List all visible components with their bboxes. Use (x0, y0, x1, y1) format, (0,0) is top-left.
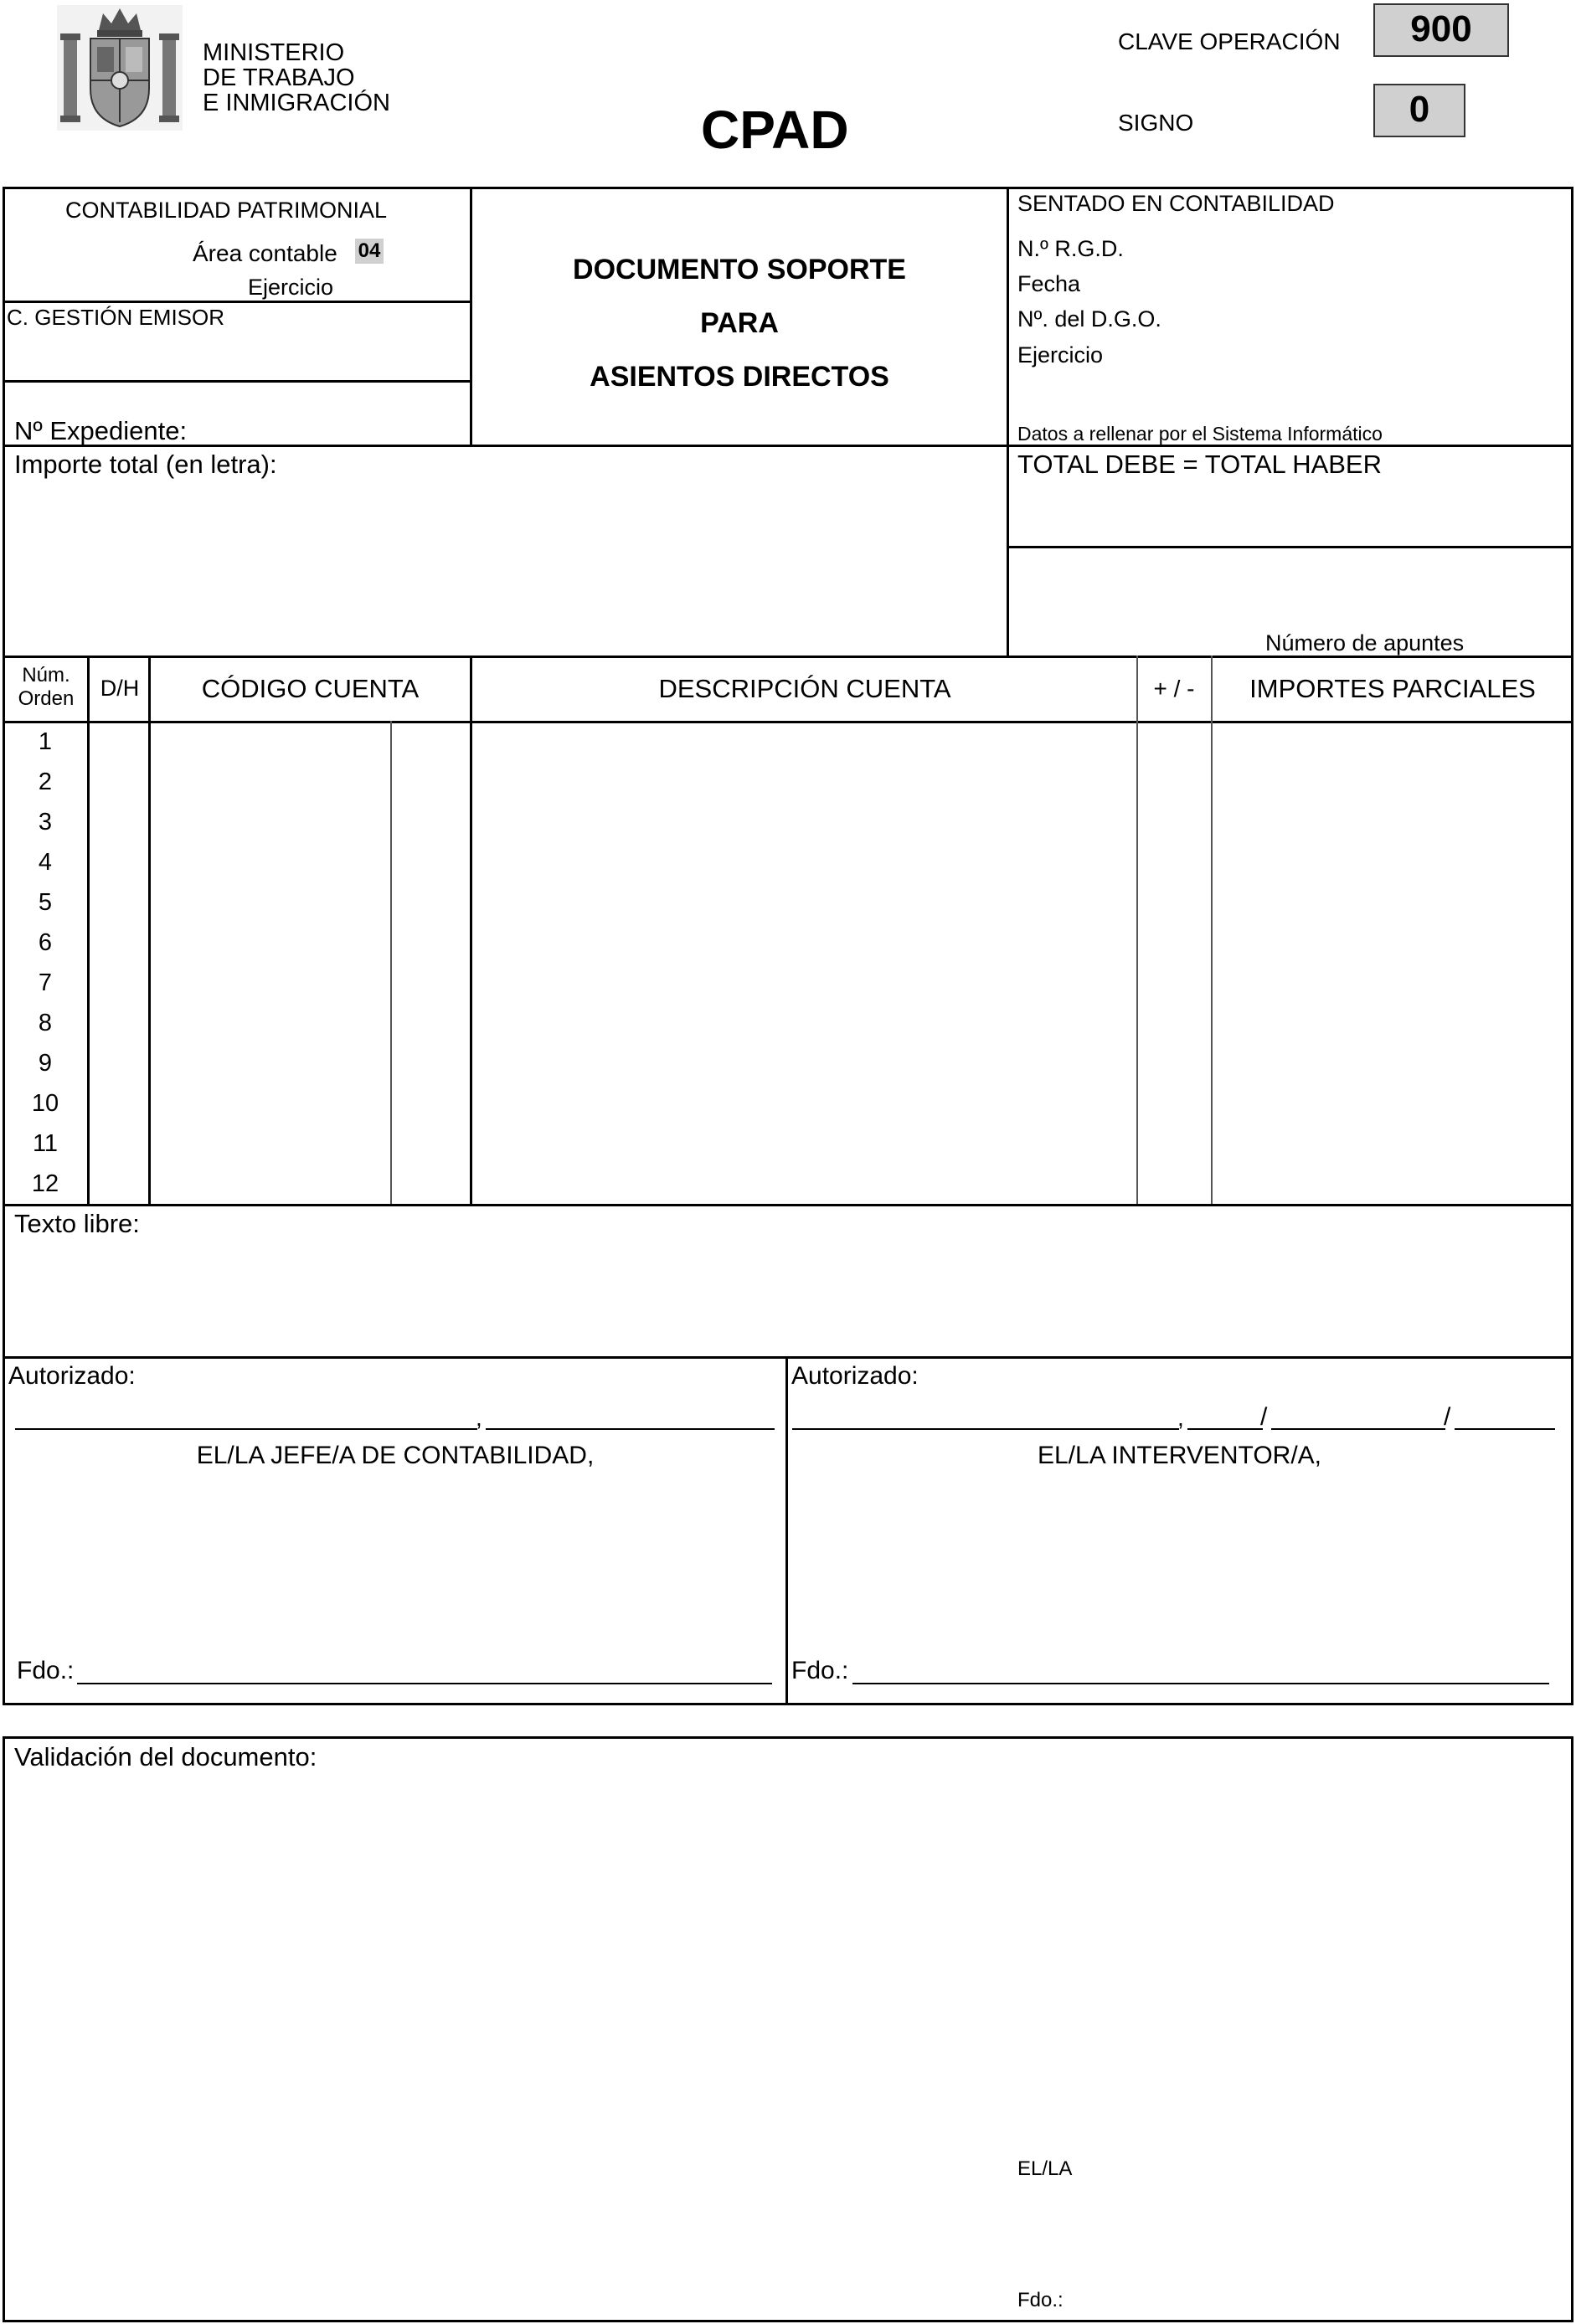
right-fdo-line (852, 1683, 1549, 1684)
row-number: 3 (38, 809, 53, 836)
signo-label: SIGNO (1118, 110, 1194, 136)
col-line-codigo-split (390, 721, 392, 1206)
right-ejercicio-label: Ejercicio (1017, 342, 1104, 368)
left-name-line (15, 1428, 477, 1430)
document-title (472, 243, 1007, 404)
row-number: 11 (32, 1130, 59, 1157)
document-title-line-1: DOCUMENTO SOPORTE (573, 254, 906, 285)
col-header-descripcion: DESCRIPCIÓN CUENTA (658, 674, 951, 703)
col-line-3 (470, 656, 472, 1206)
col-line-4 (1136, 656, 1138, 1206)
row-number: 1 (38, 728, 53, 755)
right-month-line (1271, 1428, 1445, 1430)
validacion-frame (3, 1736, 1573, 2322)
row-number: 8 (38, 1010, 53, 1036)
document-title-line-3: ASIENTOS DIRECTOS (590, 361, 889, 393)
divider-table-header (3, 721, 1573, 723)
row-number: 7 (38, 969, 53, 996)
col-header-dh: D/H (100, 676, 140, 701)
divider-table-bottom (3, 1204, 1573, 1206)
col-line-2 (148, 656, 151, 1206)
col-header-codigo: CÓDIGO CUENTA (201, 674, 420, 703)
right-fdo-label: Fdo.: (791, 1657, 849, 1684)
col-line-1 (87, 656, 90, 1206)
col-header-num-line-1: Núm. (22, 664, 70, 686)
dgo-label: Nº. del D.G.O. (1017, 306, 1161, 332)
left-ejercicio-label: Ejercicio (248, 275, 334, 300)
ministry-line-3: E INMIGRACIÓN (203, 90, 390, 116)
left-comma: , (476, 1405, 482, 1431)
texto-libre-label: Texto libre: (14, 1209, 140, 1238)
divider-signatures (785, 1356, 788, 1705)
col-header-num-line-2: Orden (18, 687, 75, 710)
area-contable-label: Área contable (193, 240, 337, 266)
row-number: 2 (38, 769, 53, 795)
ministry-line-2: DE TRABAJO (203, 64, 355, 91)
rgd-label: N.º R.G.D. (1017, 236, 1124, 261)
area-contable-value: 04 (355, 239, 384, 264)
document-title-line-2: PARA (700, 307, 779, 339)
ministry-name (203, 40, 390, 116)
fecha-label: Fecha (1017, 271, 1081, 296)
right-day-line (1187, 1428, 1263, 1430)
right-year-line (1455, 1428, 1555, 1430)
sistema-note: Datos a rellenar por el Sistema Informático (1017, 423, 1383, 445)
divider-total (1007, 546, 1573, 548)
left-date-line (486, 1428, 775, 1430)
jefe-contabilidad-role: EL/LA JEFE/A DE CONTABILIDAD, (196, 1442, 595, 1469)
clave-operacion-label: CLAVE OPERACIÓN (1118, 28, 1341, 54)
left-fdo-label: Fdo.: (17, 1657, 75, 1684)
total-debe-haber-label: TOTAL DEBE = TOTAL HABER (1017, 450, 1382, 479)
right-comma: , (1177, 1405, 1184, 1431)
sentado-contabilidad: SENTADO EN CONTABILIDAD (1017, 191, 1335, 216)
doc-code: CPAD (701, 100, 849, 160)
col-header-sign: + / - (1153, 676, 1195, 702)
row-number: 4 (38, 849, 53, 876)
numero-apuntes-label: Número de apuntes (1265, 630, 1465, 656)
left-fdo-line (77, 1683, 772, 1684)
importe-total-label: Importe total (en letra): (14, 450, 277, 479)
row-number: 12 (31, 1170, 59, 1197)
row-number: 10 (31, 1090, 59, 1117)
row-number: 9 (38, 1050, 53, 1077)
gestion-emisor-label: C. GESTIÓN EMISOR (7, 305, 225, 330)
expediente-label: Nº Expediente: (14, 416, 188, 445)
signo-value: 0 (1373, 84, 1465, 137)
interventor-role: EL/LA INTERVENTOR/A, (1037, 1442, 1321, 1469)
col-line-5 (1211, 656, 1213, 1206)
clave-operacion-value: 900 (1373, 3, 1509, 57)
left-autorizado-label: Autorizado: (8, 1362, 136, 1390)
coat-of-arms-icon (57, 5, 183, 131)
right-name-line (792, 1428, 1179, 1430)
divider-gestion (3, 380, 471, 383)
row-number: 6 (38, 929, 53, 956)
validacion-label: Validación del documento: (14, 1742, 317, 1771)
col-header-importes: IMPORTES PARCIALES (1249, 674, 1536, 703)
row-number: 5 (38, 889, 53, 916)
right-slash-2: / (1444, 1403, 1451, 1431)
divider-contabilidad (3, 301, 471, 303)
col-header-num-orden (5, 664, 87, 711)
main-form-frame (3, 187, 1573, 1705)
right-autorizado-label: Autorizado: (791, 1362, 919, 1390)
right-slash-1: / (1260, 1403, 1268, 1431)
validacion-ella: EL/LA (1017, 2157, 1073, 2180)
divider-center-right (1007, 187, 1009, 657)
contabilidad-patrimonial: CONTABILIDAD PATRIMONIAL (65, 198, 388, 223)
divider-texto-libre (3, 1356, 1573, 1359)
ministry-line-1: MINISTERIO (203, 39, 345, 66)
validacion-fdo: Fdo.: (1017, 2289, 1064, 2311)
